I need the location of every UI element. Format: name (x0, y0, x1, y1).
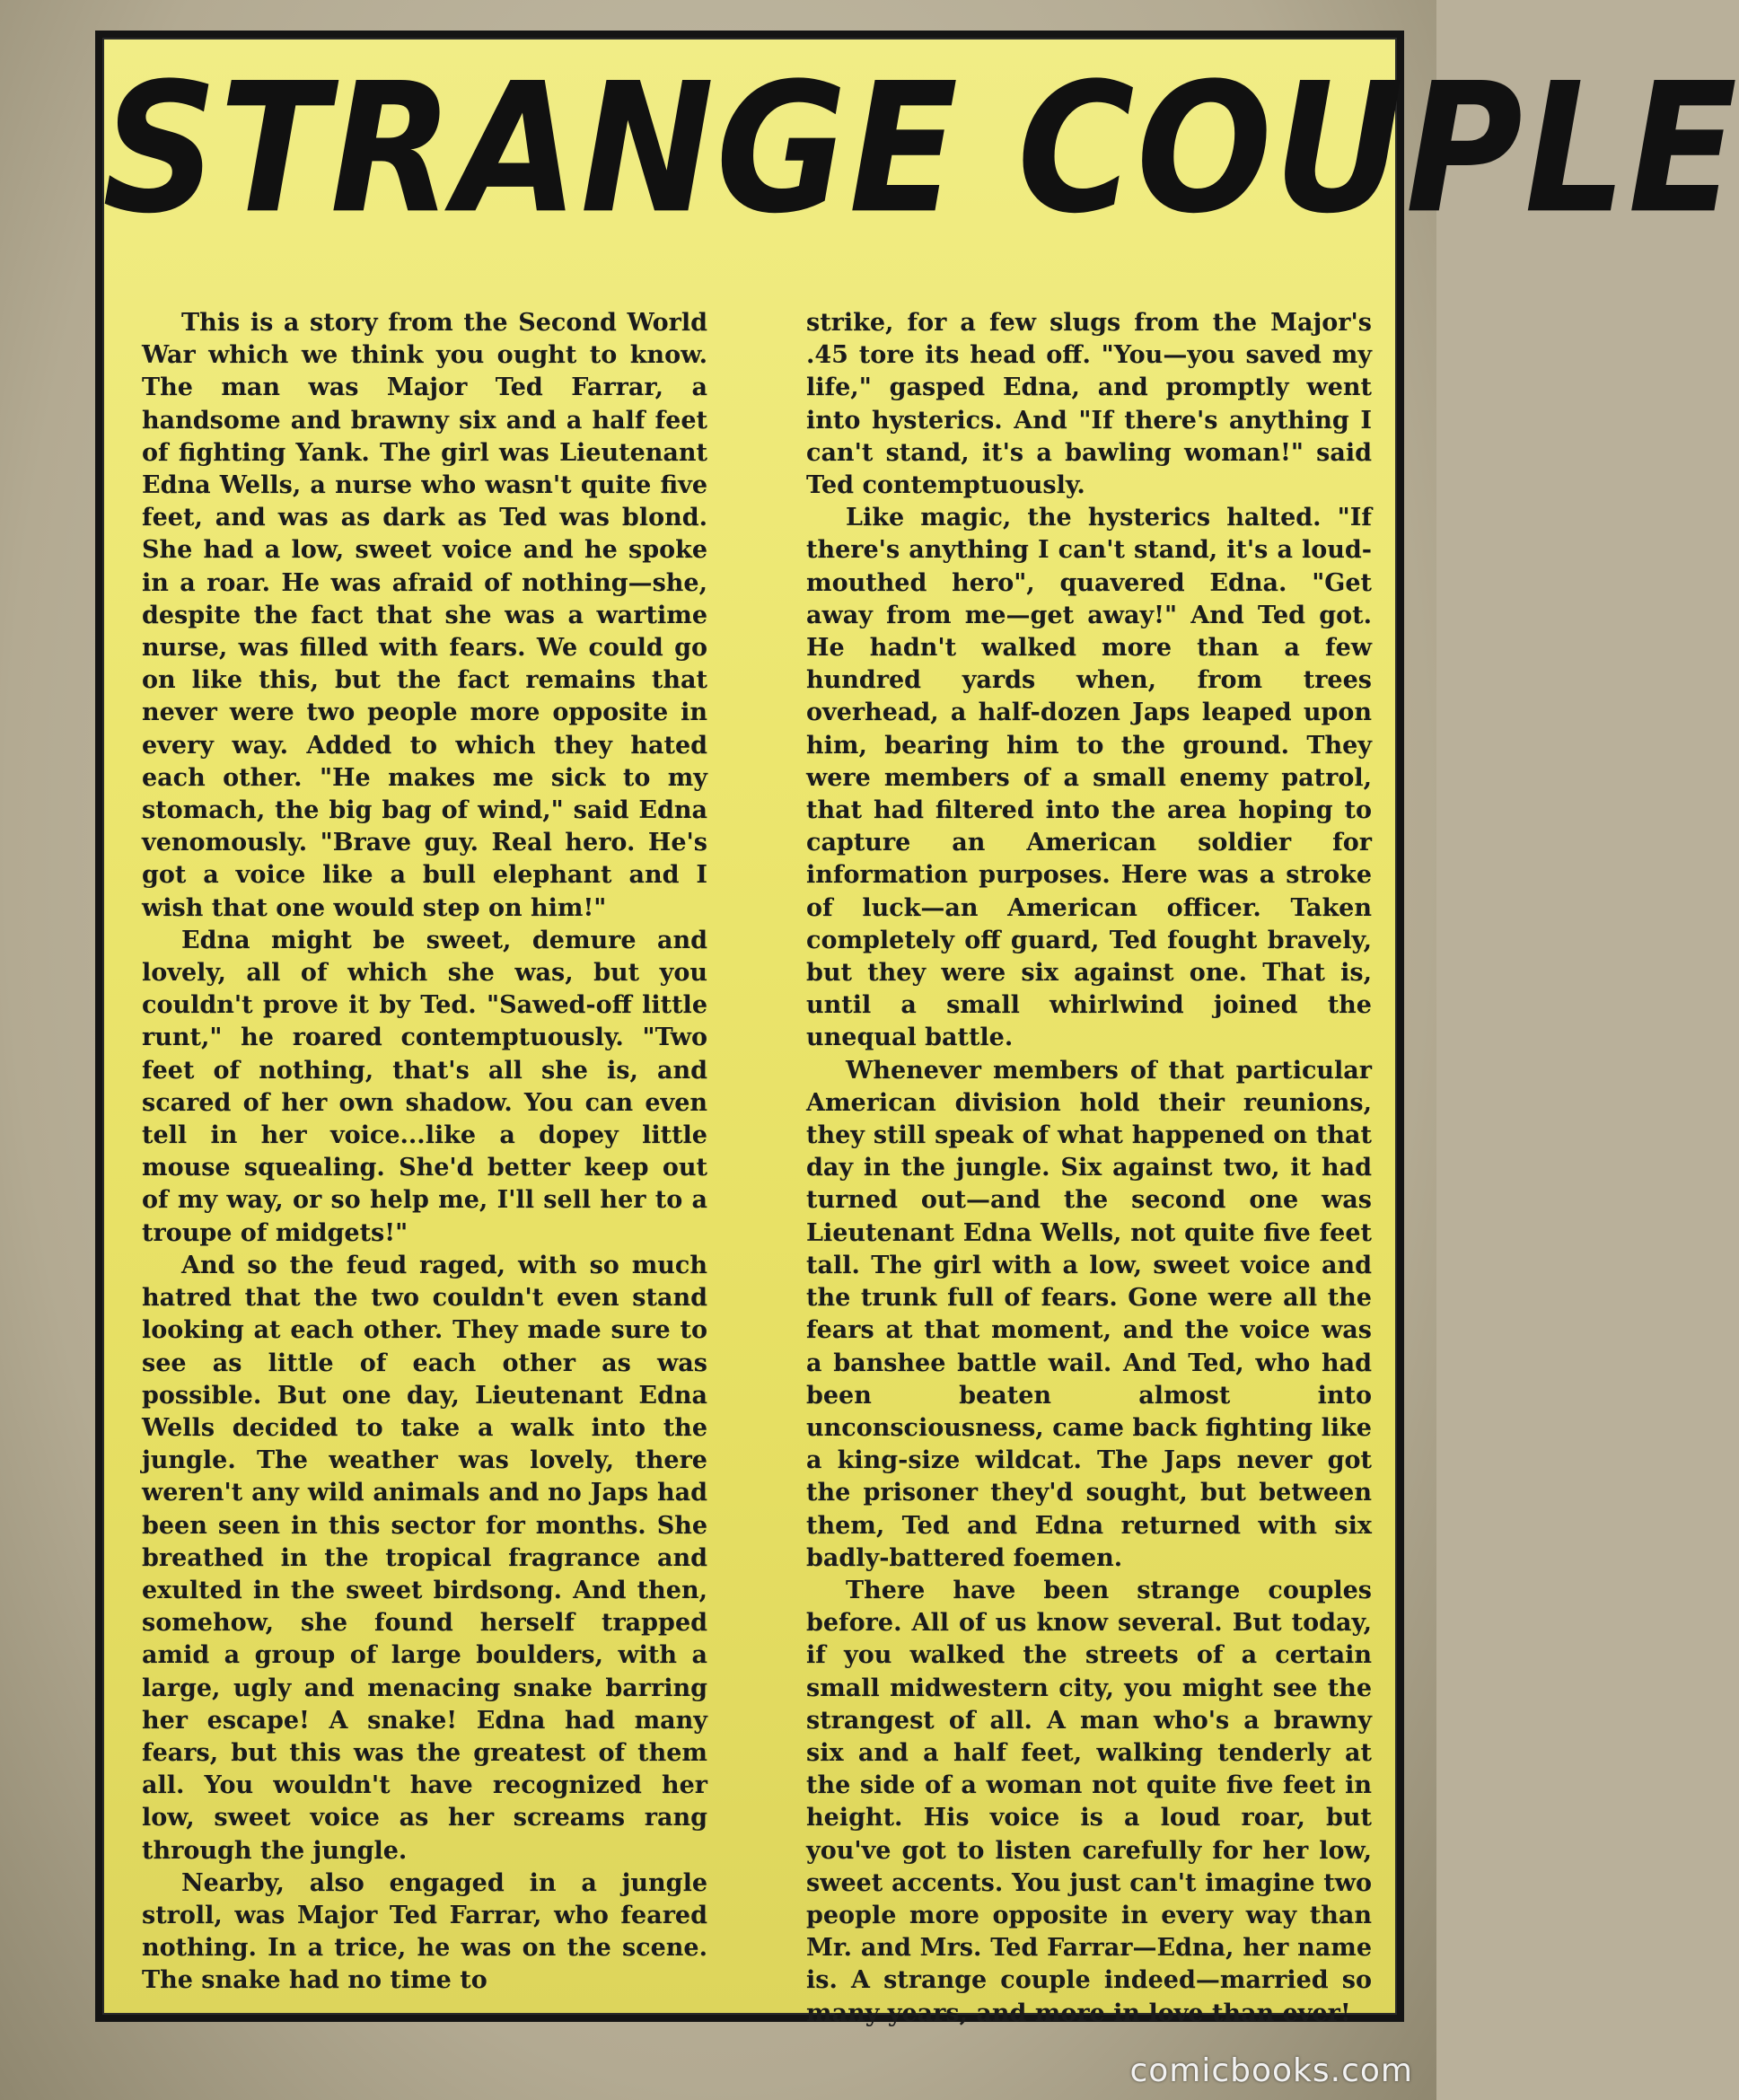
left-paragraph-3: And so the feud raged, with so much hatred that the two couldn't even stand looking at each other. They made sure to see as little of each other as was possible. But one day, Lieutenant Edna Wells decided to take a walk into the jungle. The weather was lovely, there weren't any wild animals and no Japs had been seen in this sector for months. She breathed in the tropical fragrance and exulted in the sweet birdsong. And then, somehow, she found herself trapped amid a group of large boulders, with a large, ugly and menacing snake barring her escape! A snake! Edna had many fears, but this was the greatest of them all. You wouldn't have recognized her low, sweet voice as her screams rang through the jungle. (142, 1251, 707, 1865)
story-panel (95, 31, 1739, 2027)
story-title: STRANGE COUPLE (102, 44, 1739, 253)
right-paragraph-2: Like magic, the hysterics halted. "If there's anything I can't stand, it's a loud-mouthed hero", quavered Edna. "Get away from me—get away!" And Ted got. He hadn't walked more than a few hundred yards when, from trees overhead, a half-dozen Japs leaped upon him, bearing him to the ground. They were members of a small enemy patrol, that had filtered into the area hoping to capture an American soldier for information purposes. Here was a stroke of luck—an American officer. Taken completely off guard, Ted fought bravely, but they were six against one. That is, until a small whirlwind joined the unequal battle. (806, 504, 1372, 1052)
left-paragraph-2: Edna might be sweet, demure and lovely, all of which she was, but you couldn't prove it by Ted. "Sawed-off little runt," he roared contemptuously. "Two feet of nothing, that's all she is, and scared of her own shadow. You can even tell in her voice...like a dopey little mouse squealing. She'd better keep out of my way, or so help me, I'll sell her to a troupe of midgets!" (142, 926, 707, 1247)
site-watermark: comicbooks.com (1129, 2052, 1413, 2089)
column-right (806, 307, 1372, 2027)
column-left (142, 307, 707, 1995)
right-paragraph-4: There have been strange couples before. All of us know several. But today, if you walked the streets of a certain small midwestern city, you might see the strangest of all. A man who's a brawny six and a half feet, walking tenderly at the side of a woman not quite five feet in height. His voice is a loud roar, but you've got to listen carefully for her low, sweet accents. You just can't imagine two people more opposite in every way than Mr. and Mrs. Ted Farrar—Edna, her name is. A strange couple indeed—married so many years, and more in love than ever! (806, 1576, 1372, 2027)
text-columns (142, 307, 1372, 2027)
left-paragraph-1: This is a story from the Second World War which we think you ought to know. The man was Major Ted Farrar, a handsome and brawny six and a half feet of fighting Yank. The girl was Lieutenant Edna Wells, a nurse who wasn't quite five feet, and was as dark as Ted was blond. She had a low, sweet voice and he spoke in a roar. He was afraid of nothing—she, despite the fact that she was a wartime nurse, was filled with fears. We could go on like this, but the fact remains that never were two people more opposite in every way. Added to which they hated each other. "He makes me sick to my stomach, the big bag of wind," said Edna venomously. "Brave guy. Real hero. He's got a voice like a bull elephant and I wish that one would step on him!" (142, 309, 707, 922)
right-paragraph-1: strike, for a few slugs from the Major's .45 tore its head off. "You—you saved my life," gasped Edna, and promptly went into hysterics. And "If there's anything I can't stand, it's a bawling woman!" said Ted contemptuously. (806, 309, 1372, 500)
left-paragraph-4: Nearby, also engaged in a jungle stroll, was Major Ted Farrar, who feared nothing. In a trice, he was on the scene. The snake had no time to (142, 1868, 707, 1995)
right-paragraph-3: Whenever members of that particular American division hold their reunions, they still speak of what happened on that day in the jungle. Six against two, it had turned out—and the second one was Lieutenant Edna Wells, not quite five feet tall. The girl with a low, sweet voice and the trunk full of fears. Gone were all the fears at that moment, and the voice was a banshee battle wail. And Ted, who had been beaten almost into unconsciousness, came back fighting like a king-size wildcat. The Japs never got the prisoner they'd sought, but between them, Ted and Edna returned with six badly-battered foemen. (806, 1056, 1372, 1572)
